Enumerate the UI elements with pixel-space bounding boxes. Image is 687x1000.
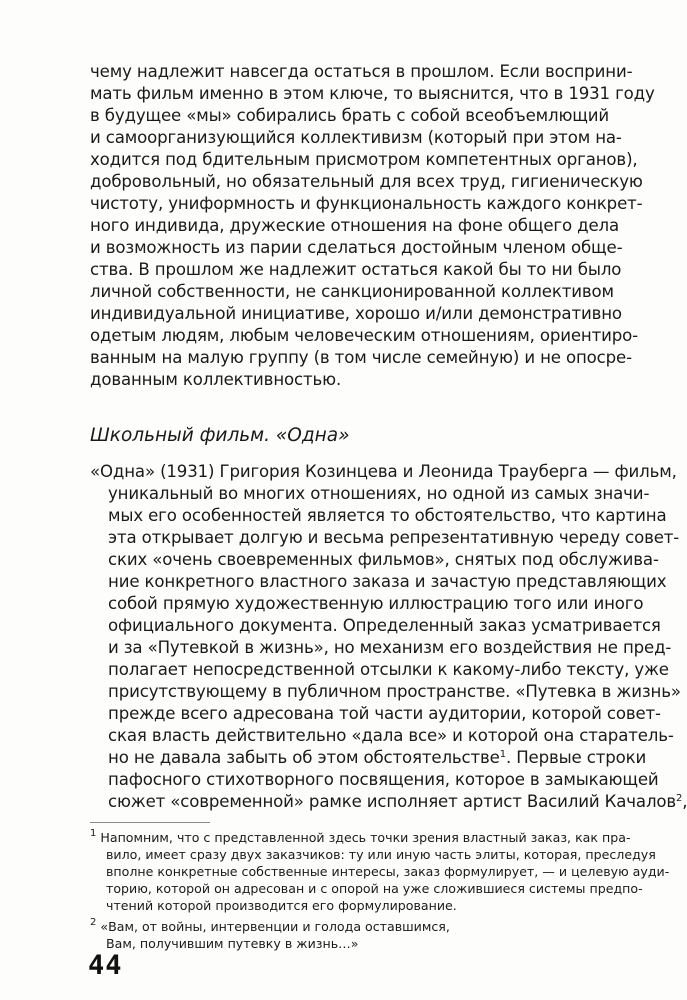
text-line: ских «очень своевременных фильмов», снятых под обслужива- bbox=[108, 550, 659, 569]
text-line-with-footnote-1 bbox=[108, 747, 647, 769]
footnote-line: вило, имеет сразу двух заказчиков: ту или иную часть элиты, которая, преследуя bbox=[106, 847, 656, 862]
text-line: собой прямую художественную иллюстрацию того или иного bbox=[108, 594, 644, 613]
text-line: эта открывает долгую и весьма репрезентативную череду совет- bbox=[108, 528, 680, 547]
footnote-text: «Вам, от войны, интервенции и голода оставшимся, bbox=[100, 919, 450, 934]
text-line: и возможность из парии сделаться достойным членом обще- bbox=[90, 238, 623, 257]
text-line: ванным на малую группу (в том числе семейную) и не опосре- bbox=[90, 348, 632, 367]
text-line: ская власть действительно «дала все» и которой она старатель- bbox=[108, 726, 674, 745]
text-span: но не давала забыть об этом обстоятельстве bbox=[108, 748, 500, 767]
footnote-text: Напомним, что с представленной здесь точки зрения властный заказ, как пра- bbox=[100, 830, 631, 845]
text-line: чистоту, униформность и функциональность каждого конкрет- bbox=[90, 194, 643, 213]
text-line: пафосного стихотворного посвящения, которое в замыкающей bbox=[108, 770, 659, 789]
text-line: в будущее «мы» собирались брать с собой всеобъемлющий bbox=[90, 106, 610, 125]
text-span: сюжет «современной» рамке исполняет артист Василий Качалов bbox=[108, 792, 677, 811]
footnote-line: чтений которой производится его формулирование. bbox=[106, 898, 457, 913]
text-line: присутствующему в публичном пространстве. «Путевка в жизнь» bbox=[108, 682, 681, 701]
text-line: личной собственности, не санкционированной коллективом bbox=[90, 282, 614, 301]
text-line: официального документа. Определенный заказ усматривается bbox=[108, 616, 661, 635]
page-number: 44 bbox=[88, 950, 123, 981]
footnote-line: Вам, получившим путевку в жизнь…» bbox=[106, 936, 359, 951]
text-line: и за «Путевкой в жизнь», но механизм его воздействия не пред- bbox=[108, 638, 672, 657]
text-line: индивидуальной инициативе, хорошо и/или демонстративно bbox=[90, 304, 622, 323]
text-line: полагает непосредственной отсылки к какому-либо тексту, уже bbox=[108, 660, 669, 679]
text-line: ства. В прошлом же надлежит остаться какой бы то ни было bbox=[90, 260, 622, 279]
text-line: уникальный во многих отношениях, но одной из самых значи- bbox=[108, 484, 650, 503]
text-line: ного индивида, дружеские отношения на фоне общего дела bbox=[90, 216, 619, 235]
text-span: . Первые строки bbox=[505, 748, 647, 767]
footnote-line bbox=[90, 918, 608, 935]
footnote-mark-1: 1 bbox=[90, 828, 97, 839]
footnote-mark-2: 2 bbox=[90, 917, 97, 928]
text-span: , bbox=[682, 792, 687, 811]
footnote-divider bbox=[90, 822, 210, 823]
section-heading: Школьный фильм. «Одна» bbox=[90, 425, 350, 446]
text-line-with-footnote-2 bbox=[108, 791, 687, 813]
text-line: «Одна» (1931) Григория Козинцева и Леонида Трауберга — фильм, bbox=[90, 462, 677, 481]
footnote-line bbox=[90, 828, 631, 846]
text-line: дованным коллективностью. bbox=[90, 370, 342, 389]
text-line: ние конкретного властного заказа и зачастую представляющих bbox=[108, 572, 667, 591]
text-line: прежде всего адресована той части аудитории, которой совет- bbox=[108, 704, 661, 723]
footnote-line: торию, которой он адресован и с опорой на уже сложившиеся системы предпо- bbox=[106, 881, 643, 896]
footnote-ref-1[interactable]: 1 bbox=[499, 749, 506, 760]
text-line: и самоорганизующийся коллективизм (который при этом на- bbox=[90, 128, 622, 147]
text-line: мых его особенностей является то обстоятельство, что картина bbox=[108, 506, 667, 525]
text-line: добровольный, но обязательный для всех труд, гигиеническую bbox=[90, 172, 643, 191]
footnote-ref-2[interactable]: 2 bbox=[676, 793, 683, 804]
text-line: мать фильм именно в этом ключе, то выяснится, что в 1931 году bbox=[90, 84, 655, 103]
footnote-line: вполне конкретные собственные интересы, заказ формулирует, — и целевую ауди- bbox=[106, 864, 670, 879]
text-line: чему надлежит навсегда остаться в прошлом. Если восприни- bbox=[90, 62, 633, 81]
text-line: одетым людям, любым человеческим отношениям, ориентиро- bbox=[90, 326, 638, 345]
text-line: ходится под бдительным присмотром компетентных органов), bbox=[90, 150, 638, 169]
